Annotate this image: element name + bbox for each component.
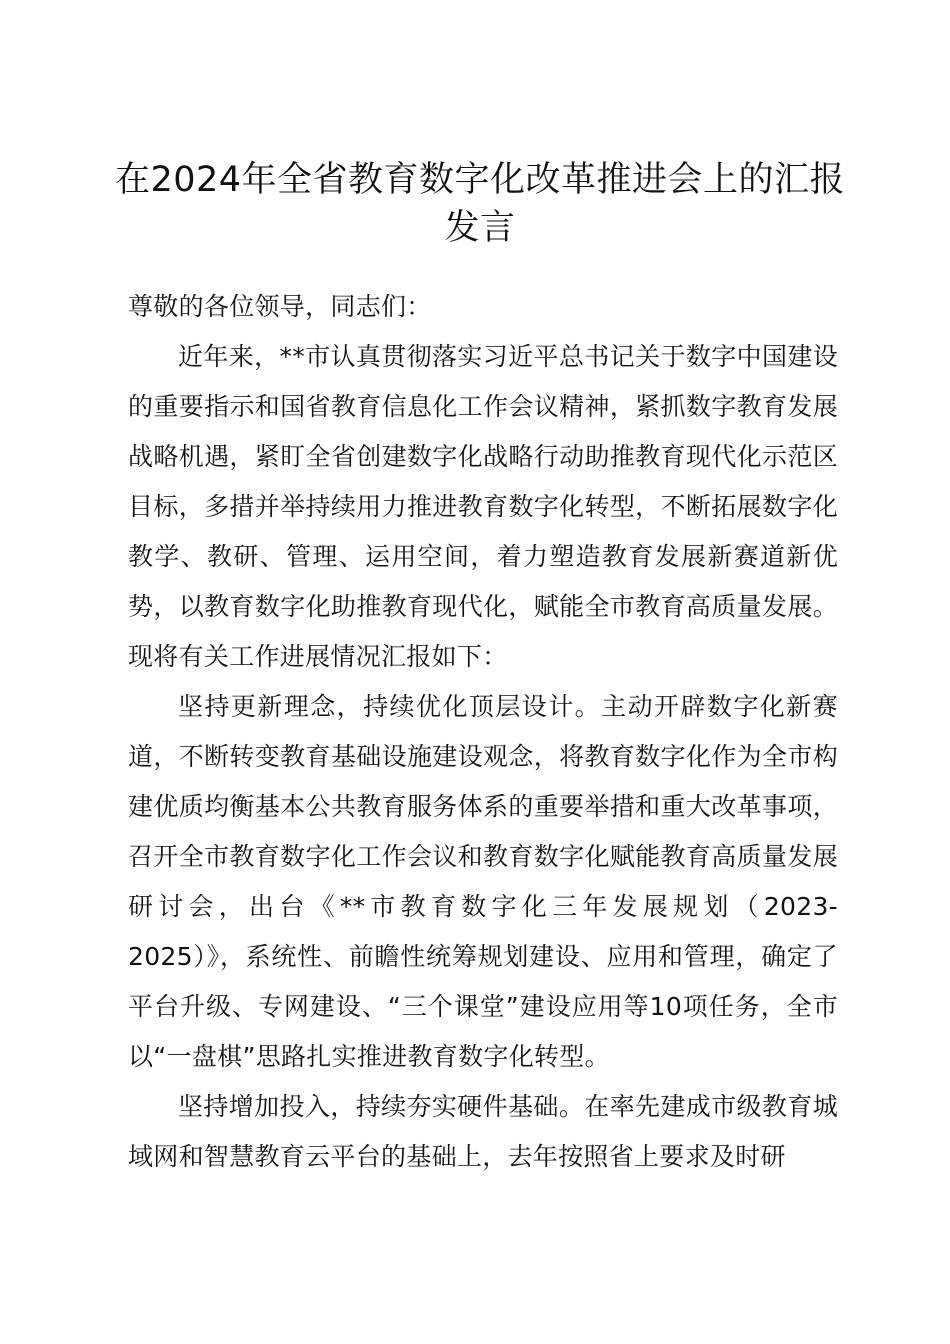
document-body	[128, 282, 838, 1182]
paragraph-top-level-design: 坚持更新理念，持续优化顶层设计。主动开辟数字化新赛道，不断转变教育基础设施建设观念，将教育数字化作为全市构建优质均衡基本公共教育服务体系的重要举措和重大改革事项，召开全市教育数字化工作会议和教育数字化赋能教育高质量发展研讨会，出台《**市教育数字化三年发展规划（2023-2025）》，系统性、前瞻性统筹规划建设、应用和管理，确定了平台升级、专网建设、“三个课堂”建设应用等10项任务，全市以“一盘棋”思路扎实推进教育数字化转型。	[128, 692, 838, 1071]
paragraph-hardware-investment: 坚持增加投入，持续夯实硬件基础。在率先建成市级教育城域网和智慧教育云平台的基础上，去年按照省上要求及时研	[128, 1092, 838, 1171]
salutation: 尊敬的各位领导，同志们：	[128, 292, 432, 321]
paragraph-intro: 近年来，**市认真贯彻落实习近平总书记关于数字中国建设的重要指示和国省教育信息化工作会议精神，紧抓数字教育发展战略机遇，紧盯全省创建数字化战略行动助推教育现代化示范区目标，多措并举持续用力推进教育数字化转型，不断拓展数字化教学、教研、管理、运用空间，着力塑造教育发展新赛道新优势，以教育数字化助推教育现代化，赋能全市教育高质量发展。现将有关工作进展情况汇报如下：	[128, 342, 838, 671]
document-title: 在2024年全省教育数字化改革推进会上的汇报发言	[114, 160, 846, 248]
